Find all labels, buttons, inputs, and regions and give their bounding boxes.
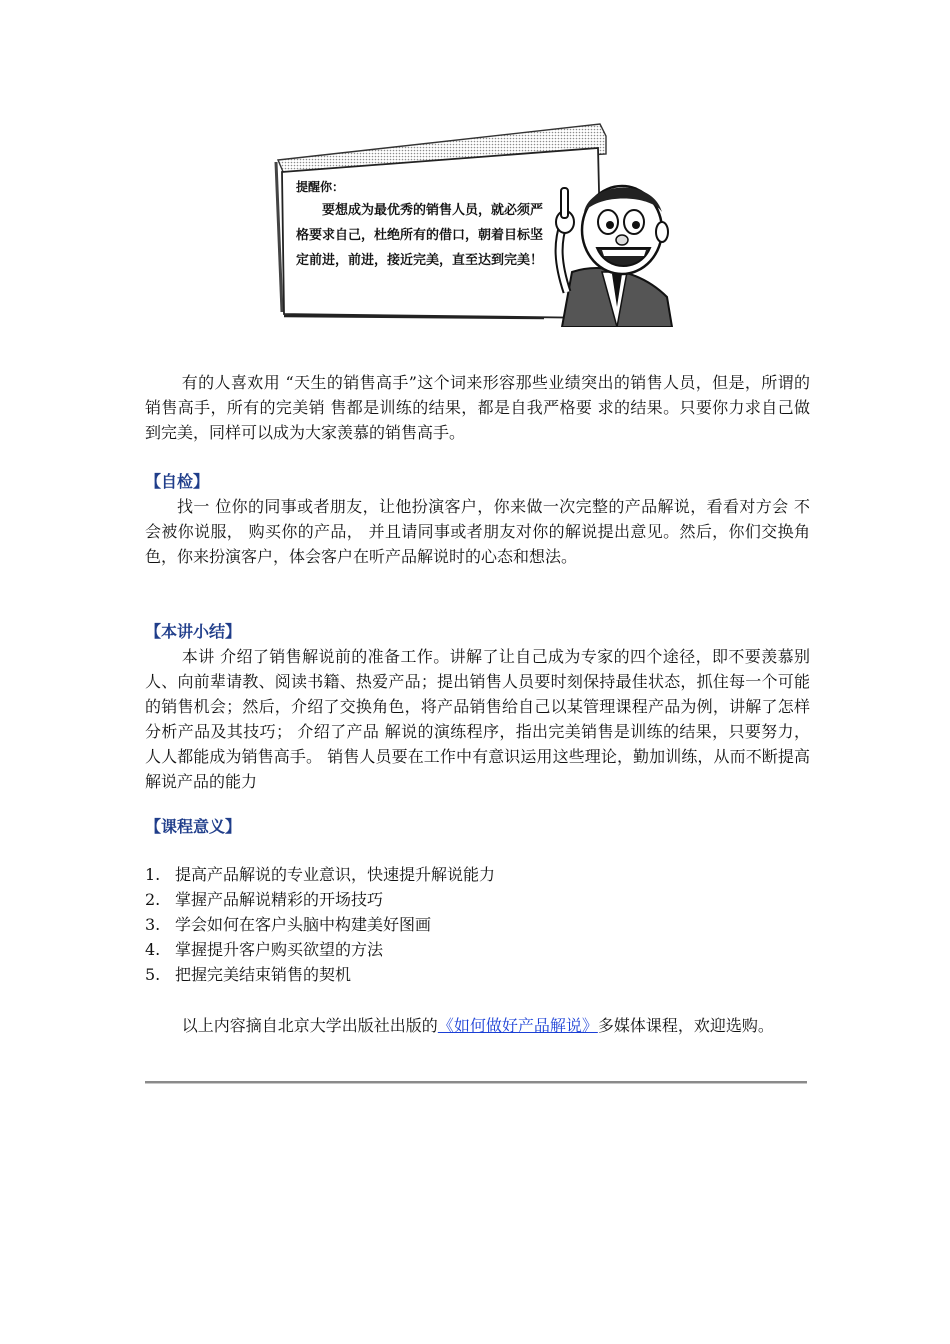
reminder-note xyxy=(296,176,546,273)
course-book-link[interactable]: 《如何做好产品解说》 xyxy=(437,1016,598,1035)
note-body: 要想成为最优秀的销售人员，就必须严格要求自己，杜绝所有的借口，朝着目标坚定前进，前进，接近完美，直至达到完美！ xyxy=(296,203,544,268)
list-item: 4. 掌握提升客户购买欲望的方法 xyxy=(145,940,384,959)
significance-list xyxy=(145,862,810,987)
list-item: 1. 提高产品解说的专业意识，快速提升解说能力 xyxy=(145,865,496,884)
self-check-heading: 【自检】 xyxy=(145,472,210,491)
self-check-paragraph: 找一 位你的同事或者朋友，让他扮演客户，你来做一次完整的产品解说，看看对方会 不会被你说服， 购买你的产品， 并且请同事或者朋友对你的解说提出意见。然后，你们交换角色，你来扮演客户，体会客户在听产品解说时的心态和想法。 xyxy=(145,497,810,566)
list-item: 2. 掌握产品解说精彩的开场技巧 xyxy=(145,890,384,909)
horizontal-divider xyxy=(145,1081,807,1084)
closing-text-after: 多媒体课程，欢迎选购。 xyxy=(597,1016,774,1035)
summary-paragraph: 本讲 介绍了销售解说前的准备工作。讲解了让自己成为专家的四个途径，即不要羡慕别人、向前辈请教、阅读书籍、热爱产品；提出销售人员要时刻保持最佳状态，抓住每一个可能的销售机会；然后，介绍了交换角色，将产品销售给自己以某管理课程产品为例，讲解了怎样分析产品及其技巧； 介绍了产品 解说的演练程序，指出完美销售是训练的结果，只要努力，人人都能成为销售高手。 销售人员要在工作中有意识运用这些理论，勤加训练，从而不断提高解说产品的能力 xyxy=(145,647,810,791)
list-item: 5. 把握完美结束销售的契机 xyxy=(145,965,352,984)
closing-text-before: 以上内容摘自北京大学出版社出版的 xyxy=(181,1016,438,1035)
summary-heading: 【本讲小结】 xyxy=(145,622,242,641)
note-heading: 提醒你： xyxy=(296,180,345,194)
closing-paragraph xyxy=(145,1013,810,1038)
list-item: 3. 学会如何在客户头脑中构建美好图画 xyxy=(145,915,432,934)
intro-paragraph: 有的人喜欢用 “天生的销售高手”这个词来形容那些业绩突出的销售人员，但是，所谓的销售高手，所有的完美销 售都是训练的结果，都是自我严格要 求的结果。只要你力求自己做到完美，同样可以成为大家羡慕的销售高手。 xyxy=(145,373,810,442)
significance-heading: 【课程意义】 xyxy=(145,817,242,836)
